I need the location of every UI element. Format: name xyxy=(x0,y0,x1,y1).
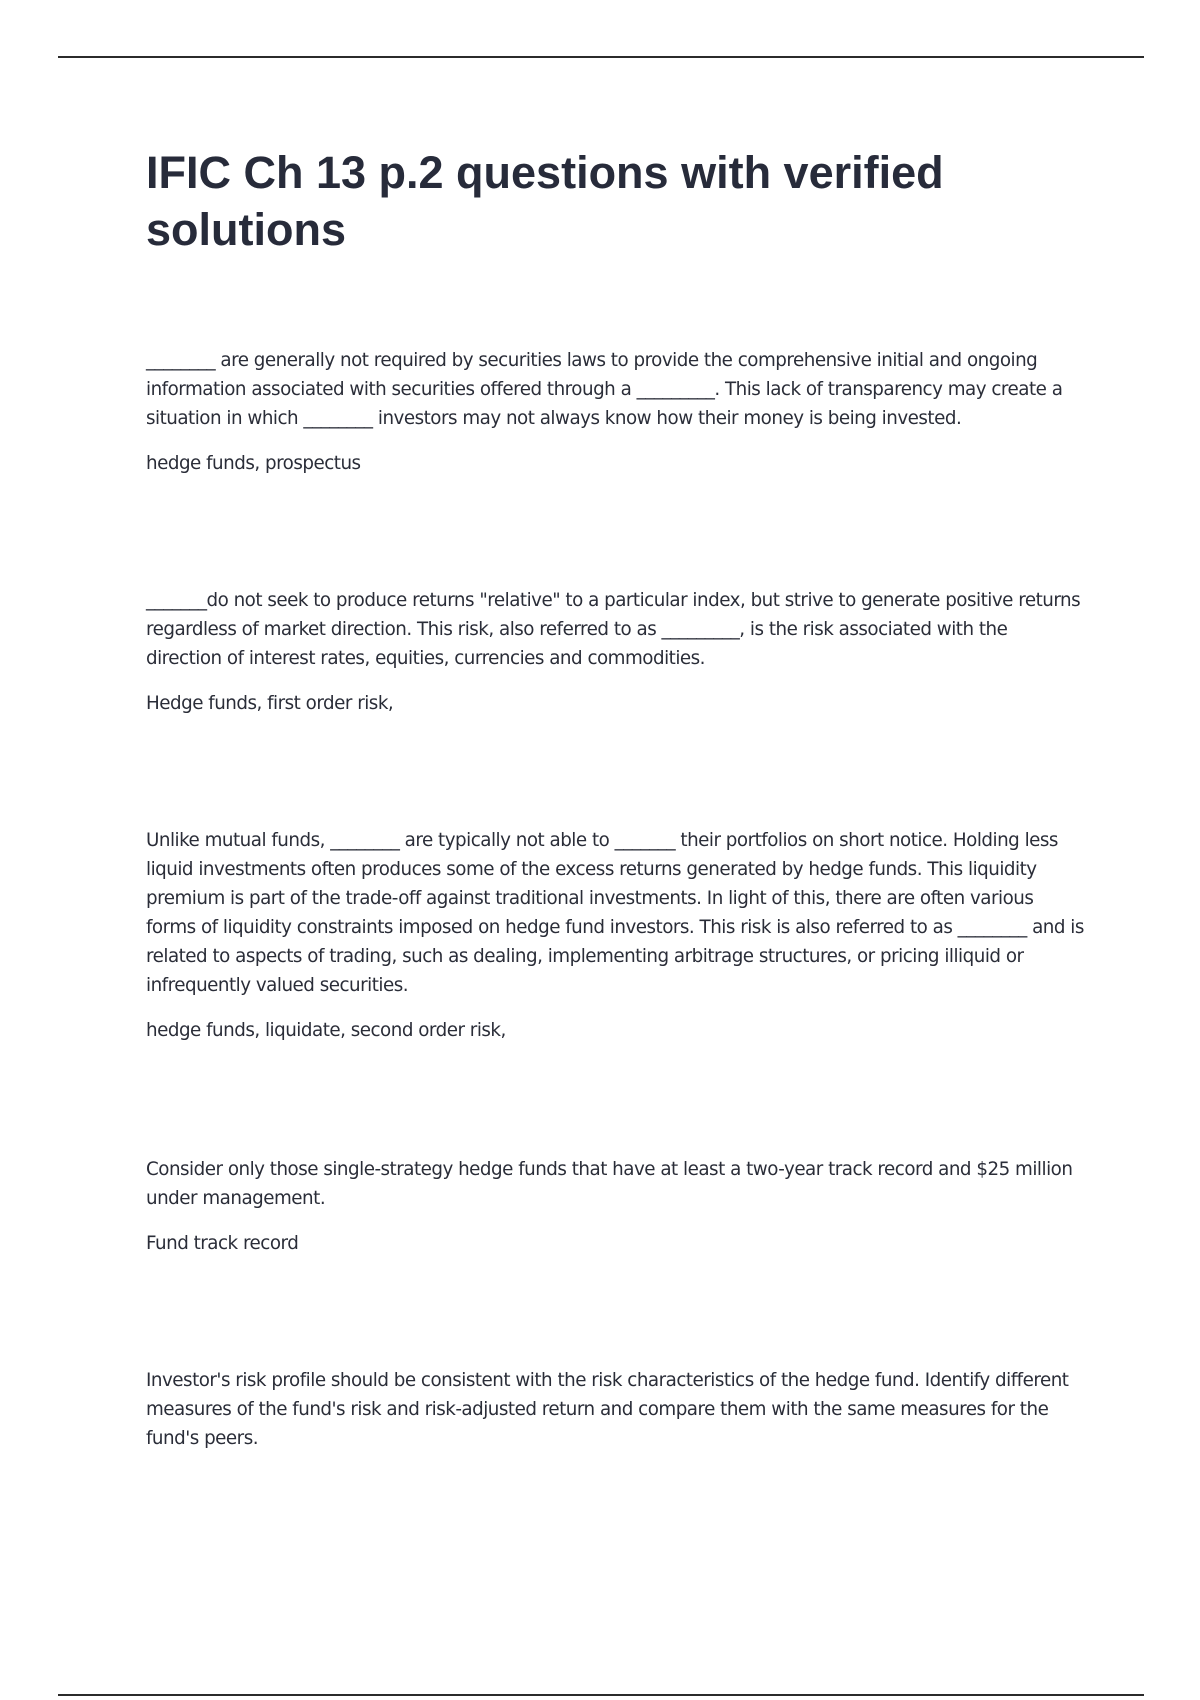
qa-item xyxy=(146,1155,1086,1258)
question-text: Investor's risk profile should be consistent with the risk characteristics of the hedge fund. Identify different measures of the fund's risk and risk-adjusted return and compare them with the same measures for the fund's peers. xyxy=(146,1370,1069,1449)
question-text: Unlike mutual funds, ________ are typically not able to _______ their portfolios on short notice. Holding less liquid investments often produces some of the excess returns generated by hedge funds. This liquidity premium is part of the trade-off against traditional investments. In light of this, there are often various forms of liquidity constraints imposed on hedge fund investors. This risk is also referred to as ________ and is related to aspects of trading, such as dealing, implementing arbitrage structures, or pricing illiquid or infrequently valued securities. xyxy=(146,830,1084,996)
answer-text: hedge funds, prospectus xyxy=(146,453,361,474)
question-text: _______do not seek to produce returns "relative" to a particular index, but strive to generate positive returns regardless of market direction. This risk, also referred to as _________, is the risk associated with the direction of interest rates, equities, currencies and commodities. xyxy=(146,590,1081,669)
qa-item xyxy=(146,346,1086,478)
question-text: ________ are generally not required by securities laws to provide the comprehensive initial and ongoing information associated with securities offered through a _________. This lack of transparency may create a situation in which ________ investors may not always know how their money is being invested. xyxy=(146,350,1063,429)
answer-text: Fund track record xyxy=(146,1233,299,1254)
bottom-divider xyxy=(58,1694,1144,1696)
answer-text: hedge funds, liquidate, second order risk, xyxy=(146,1020,506,1041)
question-text: Consider only those single-strategy hedge funds that have at least a two-year track record and $25 million under management. xyxy=(146,1159,1073,1209)
answer-text: Hedge funds, first order risk, xyxy=(146,693,394,714)
qa-item xyxy=(146,1366,1086,1453)
document-title: IFIC Ch 13 p.2 questions with verified solutions xyxy=(146,147,944,255)
qa-item xyxy=(146,586,1086,718)
qa-item xyxy=(146,826,1086,1045)
top-divider xyxy=(58,56,1144,58)
